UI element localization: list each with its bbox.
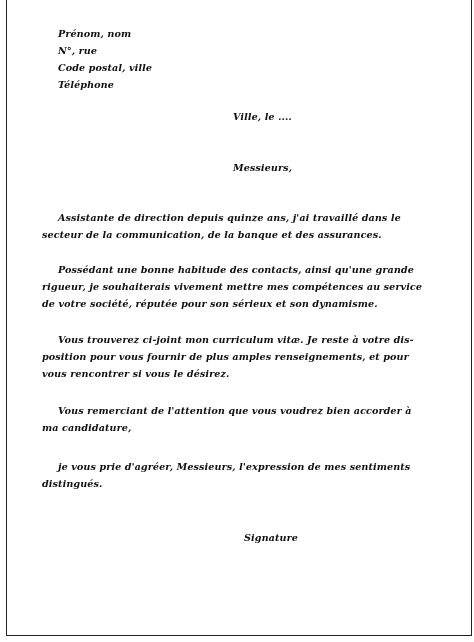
paragraph-5-line-1: je vous prie d'agréer, Messieurs, l'expression de mes sentiments [58, 462, 411, 473]
page-border-bottom [6, 635, 472, 636]
salutation: Messieurs, [233, 163, 293, 174]
sender-street: N°, rue [58, 46, 98, 57]
paragraph-5-line-2: distingués. [42, 479, 103, 490]
paragraph-3-line-1: Vous trouverez ci-joint mon curriculum vitæ. Je reste à votre dis- [58, 335, 414, 346]
paragraph-2-line-2: rigueur, je souhaiterais vivement mettre mes compétences au service [42, 282, 423, 293]
sender-name: Prénom, nom [58, 29, 132, 40]
page-border-right [471, 0, 472, 635]
paragraph-3-line-3: vous rencontrer si vous le désirez. [42, 369, 230, 380]
paragraph-3-line-2: position pour vous fournir de plus amples renseignements, et pour [42, 352, 409, 363]
sender-phone: Téléphone [58, 80, 114, 91]
paragraph-2-line-1: Possédant une bonne habitude des contacts, ainsi qu'une grande [58, 265, 414, 276]
page-border-left [6, 0, 7, 635]
paragraph-4-line-2: ma candidature, [42, 423, 132, 434]
place-date: Ville, le .... [233, 112, 292, 123]
signature: Signature [244, 533, 298, 544]
sender-city: Code postal, ville [58, 63, 153, 74]
paragraph-4-line-1: Vous remerciant de l'attention que vous voudrez bien accorder à [58, 406, 412, 417]
paragraph-1-line-2: secteur de la communication, de la banque et des assurances. [42, 230, 382, 241]
paragraph-1-line-1: Assistante de direction depuis quinze ans, j'ai travaillé dans le [58, 213, 401, 224]
paragraph-2-line-3: de votre société, réputée pour son sérieux et son dynamisme. [42, 299, 378, 310]
